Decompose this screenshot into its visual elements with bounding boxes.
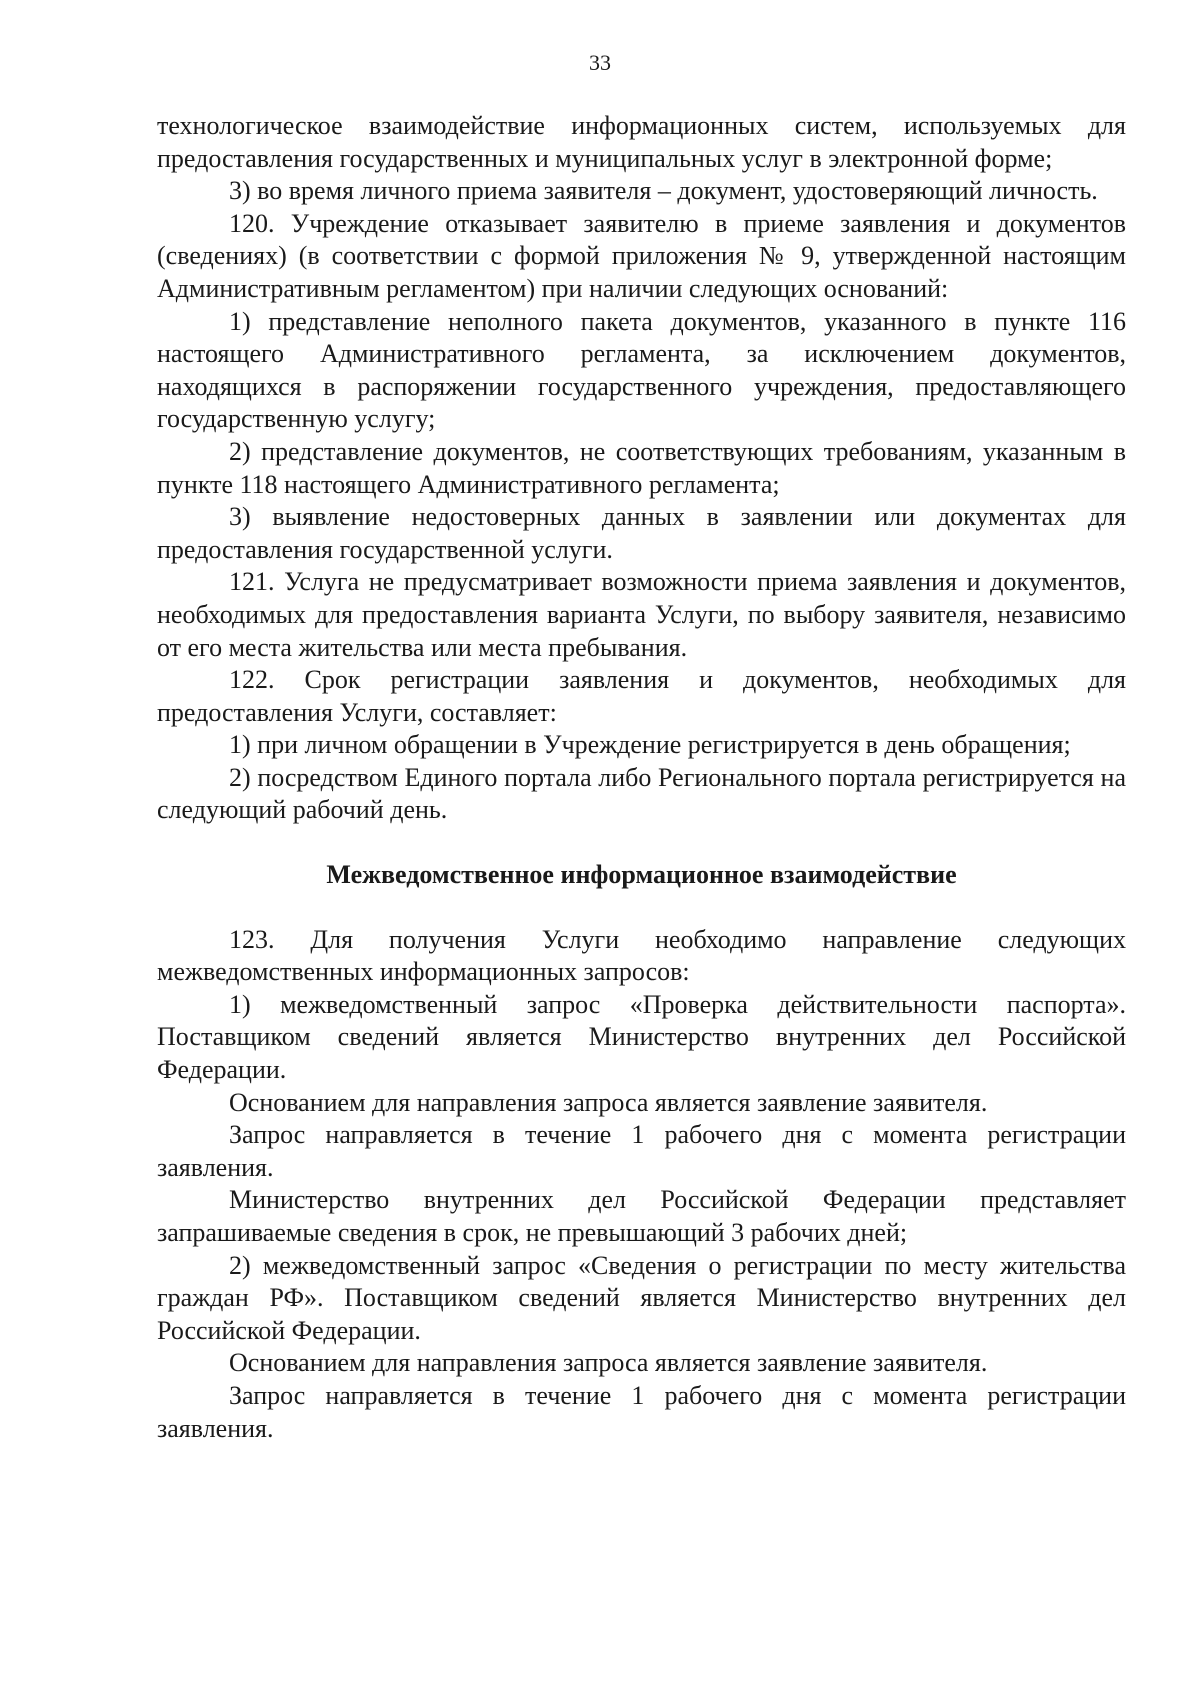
paragraph: Министерство внутренних дел Российской Федерации представляет запрашиваемые сведения в срок, не превышающий 3 рабочих дней; [157,1185,1126,1247]
paragraph: 1) представление неполного пакета документов, указанного в пункте 116 настоящего Административного регламента, за исключением документов, находящихся в распоряжении государственного учреждения, предоставляющего государственную услугу; [157,306,1126,434]
paragraph: 3) выявление недостоверных данных в заявлении или документах для предоставления государственной услуги. [157,502,1126,564]
paragraph: 122. Срок регистрации заявления и документов, необходимых для предоставления Услуги, составляет: [157,665,1126,727]
paragraph: 123. Для получения Услуги необходимо направление следующих межведомственных информационных запросов: [157,924,1126,987]
paragraph: Основанием для направления запроса является заявление заявителя. [229,1348,988,1378]
section-heading: Межведомственное информационное взаимодействие [326,860,957,890]
paragraph: 121. Услуга не предусматривает возможности приема заявления и документов, необходимых для предоставления варианта Услуги, по выбору заявителя, независимо от его места жительства или места пребывания. [157,567,1126,662]
page-number: 33 [589,50,611,75]
paragraph: 1) при личном обращении в Учреждение регистрируется в день обращения; [229,730,1071,760]
paragraph: 2) межведомственный запрос «Сведения о регистрации по месту жительства граждан РФ». Поставщиком сведений является Министерство внутренних дел Российской Федерации. [157,1250,1126,1345]
paragraph: технологическое взаимодействие информационных систем, используемых для предоставления государственных и муниципальных услуг в электронной форме; [157,111,1126,173]
paragraph: 2) представление документов, не соответствующих требованиям, указанным в пункте 118 настоящего Административного регламента; [157,436,1126,499]
paragraphs-bottom [157,924,1126,1446]
document-body [157,110,1126,1445]
paragraphs-top [157,110,1126,827]
paragraph: Запрос направляется в течение 1 рабочего дня с момента регистрации заявления. [157,1380,1126,1443]
paragraph: Запрос направляется в течение 1 рабочего дня с момента регистрации заявления. [157,1120,1126,1182]
paragraph: Основанием для направления запроса является заявление заявителя. [229,1087,988,1117]
paragraph: 2) посредством Единого портала либо Регионального портала регистрируется на следующий рабочий день. [157,762,1126,825]
paragraph: 3) во время личного приема заявителя – документ, удостоверяющий личность. [229,176,1098,206]
paragraph: 120. Учреждение отказывает заявителю в приеме заявления и документов (сведениях) (в соответствии с формой приложения № 9, утвержденной настоящим Административным регламентом) при наличии следующих оснований: [157,208,1126,303]
paragraph: 1) межведомственный запрос «Проверка действительности паспорта». Поставщиком сведений является Министерство внутренних дел Российской Федерации. [157,989,1126,1085]
